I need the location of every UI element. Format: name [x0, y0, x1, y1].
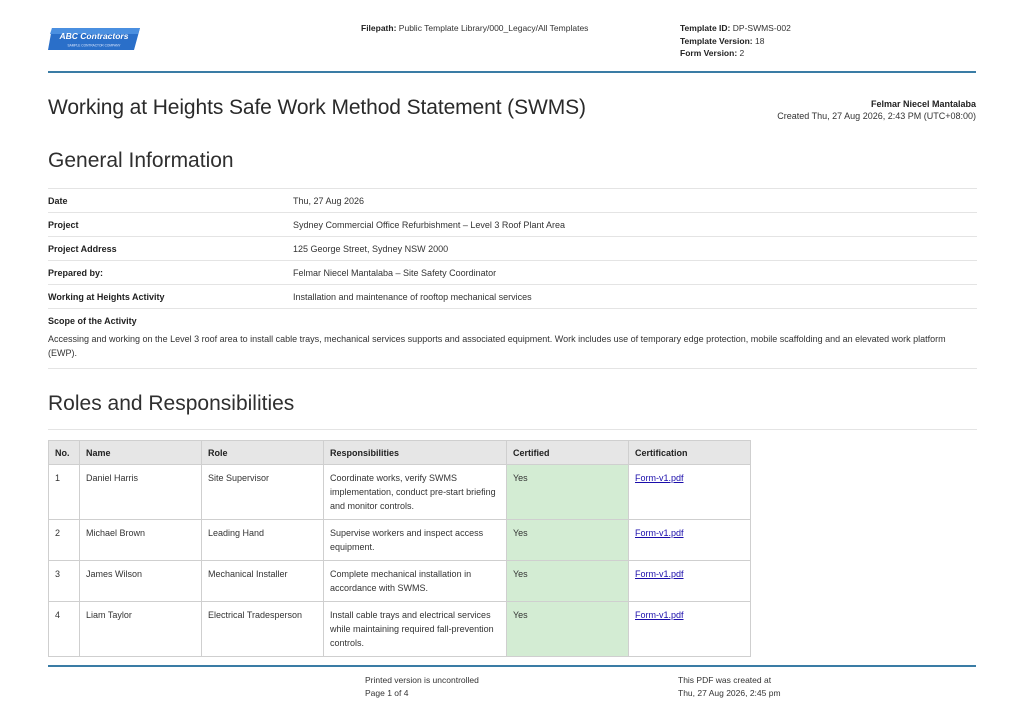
table-row [49, 602, 751, 657]
info-value: 125 George Street, Sydney NSW 2000 [293, 243, 449, 254]
template-info-block [680, 22, 791, 60]
info-label: Working at Heights Activity [48, 291, 165, 302]
cell-certified: Yes [507, 602, 629, 657]
general-information-heading: General Information [48, 149, 234, 172]
roles-heading: Roles and Responsibilities [48, 392, 295, 415]
info-row-date [48, 188, 977, 212]
created-date: Created Thu, 27 Aug 2026, 2:43 PM (UTC+08:00) [777, 111, 976, 121]
cell-certification [629, 602, 751, 657]
template-id-value: DP-SWMS-002 [732, 23, 791, 33]
info-value: Felmar Niecel Mantalaba – Site Safety Coordinator [293, 267, 497, 278]
footer-divider [48, 665, 976, 667]
cell-no: 3 [49, 561, 80, 602]
page-number: Page 1 of 4 [365, 687, 409, 698]
certification-link[interactable]: Form-v1.pdf [635, 473, 684, 483]
info-label: Project Address [48, 243, 117, 254]
column-header: No. [49, 441, 80, 465]
footer-right [678, 674, 781, 699]
pdf-created-value: Thu, 27 Aug 2026, 2:45 pm [678, 687, 781, 698]
cell-no: 4 [49, 602, 80, 657]
pdf-created-label: This PDF was created at [678, 675, 772, 685]
cell-no: 2 [49, 520, 80, 561]
cell-certification [629, 465, 751, 520]
cell-responsibilities: Complete mechanical installation in accordance with SWMS. [324, 561, 507, 602]
info-value: Thu, 27 Aug 2026 [293, 195, 365, 206]
column-header: Name [80, 441, 202, 465]
table-row [49, 520, 751, 561]
certification-link[interactable]: Form-v1.pdf [635, 528, 684, 538]
info-value: Sydney Commercial Office Refurbishment – Level 3 Roof Plant Area [293, 219, 565, 230]
logo-text: ABC Contractors [59, 31, 129, 41]
info-label: Prepared by: [48, 267, 104, 278]
document-title: Working at Heights Safe Work Method Statement (SWMS) [48, 96, 586, 119]
certification-link[interactable]: Form-v1.pdf [635, 569, 684, 579]
info-row-activity [48, 284, 977, 308]
footer-left [365, 674, 479, 699]
cell-role: Leading Hand [202, 520, 324, 561]
roles-table [48, 440, 751, 657]
column-header: Responsibilities [324, 441, 507, 465]
cell-certification [629, 561, 751, 602]
info-row-prepared-by [48, 260, 977, 284]
cell-name: Michael Brown [80, 520, 202, 561]
roles-divider [48, 429, 977, 430]
filepath-label: Filepath: [361, 23, 397, 33]
author-name: Felmar Niecel Mantalaba [870, 99, 976, 109]
cell-certified: Yes [507, 465, 629, 520]
header-divider [48, 71, 976, 73]
table-header-row [49, 441, 751, 465]
cell-name: Daniel Harris [80, 465, 202, 520]
cell-responsibilities: Supervise workers and inspect access equipment. [324, 520, 507, 561]
cell-role: Electrical Tradesperson [202, 602, 324, 657]
column-header: Certification [629, 441, 751, 465]
author-block [777, 98, 976, 122]
cell-certification [629, 520, 751, 561]
cell-responsibilities: Install cable trays and electrical services while maintaining required fall-prevention controls. [324, 602, 507, 657]
info-label: Project [48, 219, 79, 230]
form-version-value: 2 [739, 48, 745, 58]
filepath-block [361, 22, 588, 35]
info-value: Installation and maintenance of rooftop mechanical services [293, 291, 532, 302]
logo-subtext: SAMPLE CONTRACTOR COMPANY [67, 43, 121, 48]
info-row-project-address [48, 236, 977, 260]
cell-role: Site Supervisor [202, 465, 324, 520]
form-version-label: Form Version: [680, 48, 738, 58]
column-header: Role [202, 441, 324, 465]
cell-certified: Yes [507, 561, 629, 602]
column-header: Certified [507, 441, 629, 465]
info-label: Date [48, 195, 68, 206]
cell-responsibilities: Coordinate works, verify SWMS implementation, conduct pre-start briefing and monitor controls. [324, 465, 507, 520]
info-row-project [48, 212, 977, 236]
cell-no: 1 [49, 465, 80, 520]
template-version-value: 18 [754, 35, 765, 46]
template-version-label: Template Version: [680, 35, 753, 46]
company-logo [48, 26, 140, 52]
certification-link[interactable]: Form-v1.pdf [635, 610, 684, 620]
cell-name: Liam Taylor [80, 602, 202, 657]
uncontrolled-notice: Printed version is uncontrolled [365, 675, 479, 685]
cell-role: Mechanical Installer [202, 561, 324, 602]
scope-text: Accessing and working on the Level 3 roof area to install cable trays, mechanical services supports and associated equipment. Work includes use of temporary edge protection, mobile scaffolding and an elevated work platform (EWP). [48, 332, 977, 369]
scope-label: Scope of the Activity [48, 308, 977, 332]
general-information-list [48, 188, 977, 369]
cell-certified: Yes [507, 520, 629, 561]
cell-name: James Wilson [80, 561, 202, 602]
template-id-label: Template ID: [680, 23, 731, 33]
table-row [49, 561, 751, 602]
filepath-value: Public Template Library/000_Legacy/All Templates [398, 23, 589, 33]
table-row [49, 465, 751, 520]
